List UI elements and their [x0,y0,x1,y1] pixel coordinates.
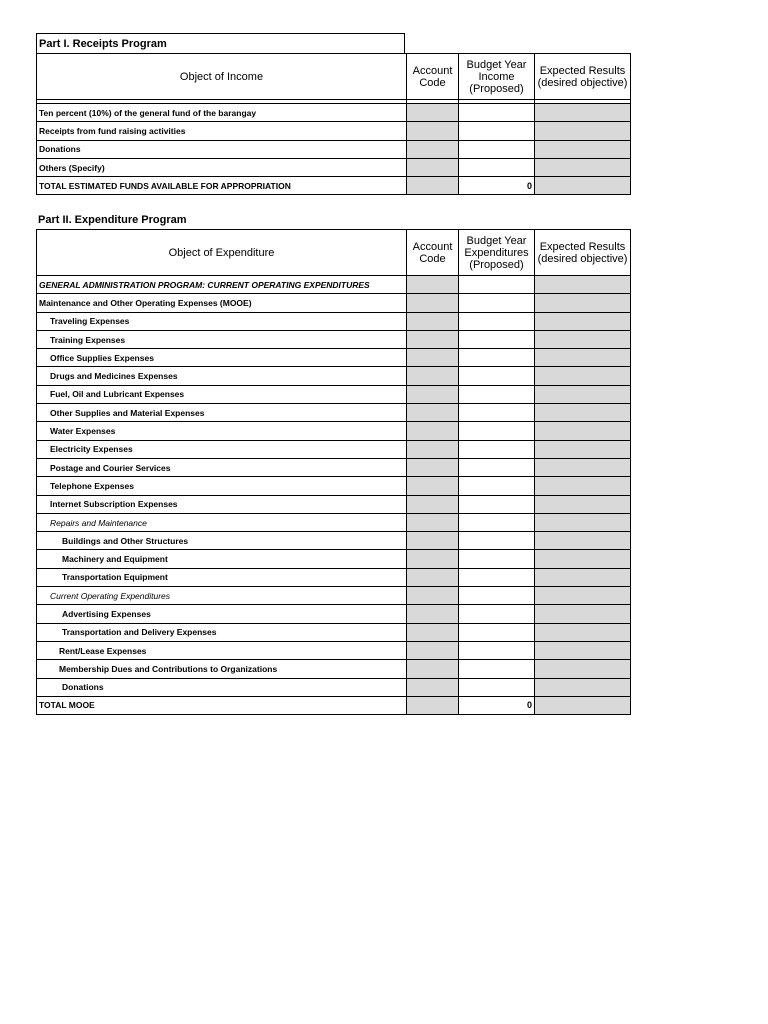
account-code-cell[interactable] [407,568,459,586]
budget-cell[interactable] [459,587,535,605]
row-label: Telephone Expenses [37,477,407,495]
row-label: GENERAL ADMINISTRATION PROGRAM: CURRENT OPERATING EXPENDITURES [37,276,407,294]
row-label: Maintenance and Other Operating Expenses (MOOE) [37,294,407,312]
table-row [37,122,631,140]
account-code-cell[interactable] [407,641,459,659]
expected-results-cell[interactable] [535,513,631,531]
table-row [37,140,631,158]
total-label: TOTAL ESTIMATED FUNDS AVAILABLE FOR APPROPRIATION [37,177,407,195]
row-label: Ten percent (10%) of the general fund of the barangay [37,104,407,122]
budget-cell[interactable] [459,641,535,659]
account-code-cell[interactable] [407,550,459,568]
account-code-cell[interactable] [407,385,459,403]
account-code-cell[interactable] [407,477,459,495]
budget-cell[interactable] [459,312,535,330]
total-row [37,696,631,714]
table-row [37,550,631,568]
budget-cell[interactable] [459,158,535,176]
account-code-cell[interactable] [407,122,459,140]
table-row [37,367,631,385]
total-label: TOTAL MOOE [37,696,407,714]
account-code-cell[interactable] [407,330,459,348]
budget-cell[interactable] [459,660,535,678]
account-code-cell[interactable] [407,104,459,122]
account-code-cell[interactable] [407,158,459,176]
row-label: Water Expenses [37,422,407,440]
table-row [37,404,631,422]
expected-results-cell[interactable] [535,158,631,176]
expenditure-table [36,229,631,715]
budget-cell[interactable] [459,532,535,550]
budget-cell[interactable] [459,122,535,140]
budget-cell[interactable] [459,568,535,586]
expected-results-cell[interactable] [535,587,631,605]
budget-cell[interactable] [459,477,535,495]
account-code-cell[interactable] [407,140,459,158]
row-label: Advertising Expenses [37,605,407,623]
receipts-table [36,53,631,195]
budget-cell[interactable] [459,276,535,294]
expected-results-cell[interactable] [535,276,631,294]
expected-results-cell[interactable] [535,477,631,495]
budget-cell[interactable] [459,294,535,312]
expected-results-cell[interactable] [535,641,631,659]
table-row [37,532,631,550]
table-row [37,158,631,176]
row-label: Rent/Lease Expenses [37,641,407,659]
expected-results-cell[interactable] [535,696,631,714]
table-row [37,641,631,659]
budget-cell[interactable] [459,404,535,422]
table-row [37,495,631,513]
header-object-of-expenditure: Object of Expenditure [37,230,407,276]
expected-results-cell[interactable] [535,385,631,403]
account-code-cell[interactable] [407,623,459,641]
table-row [37,660,631,678]
budget-cell[interactable] [459,349,535,367]
header-account-code: Account Code [407,230,459,276]
row-label: Donations [37,140,407,158]
table-row [37,440,631,458]
expected-results-cell[interactable] [535,495,631,513]
expected-results-cell[interactable] [535,568,631,586]
row-label: Postage and Courier Services [37,458,407,476]
expected-results-cell[interactable] [535,349,631,367]
header-budget-year-expenditures: Budget Year Expenditures (Proposed) [459,230,535,276]
expected-results-cell[interactable] [535,440,631,458]
table-row [37,349,631,367]
expected-results-cell[interactable] [535,550,631,568]
budget-cell[interactable] [459,385,535,403]
table-row [37,605,631,623]
account-code-cell[interactable] [407,532,459,550]
header-expected-results: Expected Results (desired objective) [535,230,631,276]
total-value: 0 [459,696,535,714]
header-object-of-income: Object of Income [37,54,407,100]
row-label: Other Supplies and Material Expenses [37,404,407,422]
budget-cell[interactable] [459,104,535,122]
expected-results-cell[interactable] [535,678,631,696]
row-label: Transportation and Delivery Expenses [37,623,407,641]
row-label: Buildings and Other Structures [37,532,407,550]
account-code-cell[interactable] [407,367,459,385]
table-row [37,513,631,531]
expected-results-cell[interactable] [535,140,631,158]
table-row [37,276,631,294]
expected-results-cell[interactable] [535,104,631,122]
expected-results-cell[interactable] [535,177,631,195]
row-label: Office Supplies Expenses [37,349,407,367]
expenditure-program-section [36,211,631,715]
row-label: Machinery and Equipment [37,550,407,568]
account-code-cell[interactable] [407,294,459,312]
account-code-cell[interactable] [407,276,459,294]
row-label: Others (Specify) [37,158,407,176]
account-code-cell[interactable] [407,696,459,714]
budget-cell[interactable] [459,623,535,641]
account-code-cell[interactable] [407,678,459,696]
table-row [37,678,631,696]
table-row [37,330,631,348]
expected-results-cell[interactable] [535,294,631,312]
budget-cell[interactable] [459,458,535,476]
row-label: Donations [37,678,407,696]
row-label: Current Operating Expenditures [37,587,407,605]
row-label: Traveling Expenses [37,312,407,330]
account-code-cell[interactable] [407,404,459,422]
budget-cell[interactable] [459,367,535,385]
table-row [37,422,631,440]
budget-cell[interactable] [459,550,535,568]
account-code-cell[interactable] [407,422,459,440]
table-row [37,623,631,641]
expenditure-program-title: Part II. Expenditure Program [38,214,187,226]
budget-cell[interactable] [459,513,535,531]
expected-results-cell[interactable] [535,605,631,623]
expected-results-cell[interactable] [535,312,631,330]
table-row [37,568,631,586]
header-expected-results: Expected Results (desired objective) [535,54,631,100]
expected-results-cell[interactable] [535,532,631,550]
header-account-code: Account Code [407,54,459,100]
account-code-cell[interactable] [407,458,459,476]
row-label: Training Expenses [37,330,407,348]
row-label: Electricity Expenses [37,440,407,458]
row-label: Internet Subscription Expenses [37,495,407,513]
table-row [37,294,631,312]
total-value: 0 [459,177,535,195]
table-row [37,312,631,330]
budget-cell[interactable] [459,422,535,440]
expected-results-cell[interactable] [535,404,631,422]
expected-results-cell[interactable] [535,367,631,385]
account-code-cell[interactable] [407,349,459,367]
budget-cell[interactable] [459,678,535,696]
row-label: Membership Dues and Contributions to Organizations [37,660,407,678]
row-label: Receipts from fund raising activities [37,122,407,140]
expected-results-cell[interactable] [535,422,631,440]
total-row [37,177,631,195]
account-code-cell[interactable] [407,605,459,623]
expected-results-cell[interactable] [535,623,631,641]
row-label: Repairs and Maintenance [37,513,407,531]
expected-results-cell[interactable] [535,122,631,140]
expected-results-cell[interactable] [535,660,631,678]
account-code-cell[interactable] [407,312,459,330]
row-label: Transportation Equipment [37,568,407,586]
receipts-program-section [36,33,631,195]
expected-results-cell[interactable] [535,330,631,348]
budget-cell[interactable] [459,330,535,348]
account-code-cell[interactable] [407,513,459,531]
table-row [37,104,631,122]
account-code-cell[interactable] [407,660,459,678]
account-code-cell[interactable] [407,440,459,458]
header-budget-year-income: Budget Year Income (Proposed) [459,54,535,100]
receipts-program-title: Part I. Receipts Program [36,33,405,53]
account-code-cell[interactable] [407,495,459,513]
budget-cell[interactable] [459,495,535,513]
row-label: Fuel, Oil and Lubricant Expenses [37,385,407,403]
budget-cell[interactable] [459,605,535,623]
table-row [37,587,631,605]
row-label: Drugs and Medicines Expenses [37,367,407,385]
table-row [37,385,631,403]
table-row [37,477,631,495]
account-code-cell[interactable] [407,587,459,605]
account-code-cell[interactable] [407,177,459,195]
budget-cell[interactable] [459,440,535,458]
budget-cell[interactable] [459,140,535,158]
table-row [37,458,631,476]
expected-results-cell[interactable] [535,458,631,476]
